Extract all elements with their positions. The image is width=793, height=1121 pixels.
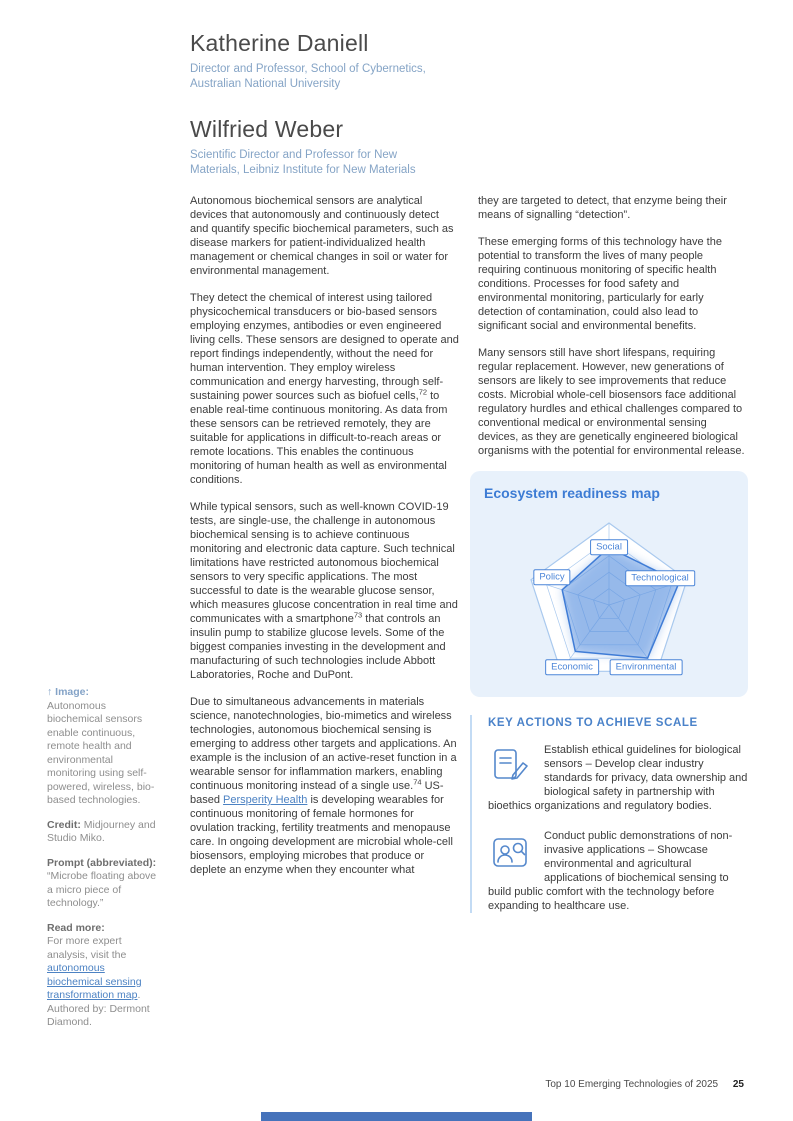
key-actions-section bbox=[470, 715, 748, 913]
radar-label-technological: Technological bbox=[625, 570, 695, 586]
left-column-text bbox=[190, 194, 460, 890]
paragraph bbox=[478, 194, 748, 222]
paragraph bbox=[478, 235, 748, 333]
footnote-reference[interactable]: 74 bbox=[413, 777, 422, 787]
radar-label-policy: Policy bbox=[533, 569, 570, 585]
read-more-label: Read more: bbox=[47, 921, 105, 934]
author-title: Scientific Director and Professor for New Materials, Leibniz Institute for New Materials bbox=[190, 149, 416, 176]
text-run: While typical sensors, such as well-known COVID-19 tests, are single-use, the challenge in autonomous biochemical sensing is to achieve continuous monitoring and electronic data capture. Such technical limitations have restricted autonomous biochemical sensors to very specific applications. The most successful to date is the wearable glucose sensor, which measures glucose concentration in real time and communicates with a smartphone bbox=[190, 501, 458, 625]
public-demo-person-icon bbox=[488, 831, 532, 875]
footer-page-number: 25 bbox=[732, 1079, 744, 1090]
key-actions-heading: KEY ACTIONS TO ACHIEVE SCALE bbox=[488, 717, 698, 729]
image-caption-label: ↑ Image: bbox=[47, 686, 90, 698]
prompt-text: “Microbe floating above a micro piece of technology.” bbox=[47, 870, 157, 909]
key-action-item bbox=[488, 743, 748, 813]
right-column bbox=[470, 194, 748, 929]
text-run: to enable real-time continuous monitoring. As data from these sensors can be retrieved remotely, they are suitable for applications in difficult-to-reach areas or remote locations. This enables the continuous monitoring of human health as well as environmental conditions. bbox=[190, 390, 448, 486]
prompt-block bbox=[47, 857, 163, 911]
radar-chart-svg bbox=[489, 511, 729, 681]
paragraph bbox=[190, 695, 460, 877]
text-run: is developing wearables for continuous monitoring of female hormones for ovulation tracking, fertility treatments and menopause care. In ongoing development are microbial whole-cell biosensors, employing microbes that produce or deplete an enzyme when they encounter what bbox=[190, 794, 453, 876]
read-more-block bbox=[47, 922, 163, 1030]
footnote-reference[interactable]: 72 bbox=[418, 387, 428, 397]
right-column-paragraphs bbox=[470, 194, 748, 458]
key-action-text: Conduct public demonstrations of non-invasive applications – Showcase environmental and agricultural applications of biochemical sensing to build public comfort with the technology before expanding to healthcare use. bbox=[488, 830, 733, 912]
authors-header bbox=[190, 30, 490, 202]
credit-text: Midjourney and Studio Miko. bbox=[47, 818, 156, 844]
author-title: Director and Professor, School of Cybernetics, Australian National University bbox=[190, 63, 426, 90]
ethics-document-pencil-icon bbox=[488, 745, 532, 789]
text-run: Due to simultaneous advancements in materials science, nanotechnologies, bio-mimetics and wireless technologies, autonomous biochemical sensing is emerging to address other targets and applications. An example is the inclusion of an active-reset function in a wearable sensor for inflammation markers, enabling continuous monitoring instead of a single use. bbox=[190, 696, 457, 792]
prompt-label: Prompt (abbreviated): bbox=[47, 856, 157, 869]
credit-block bbox=[47, 819, 163, 846]
text-run: they are targeted to detect, that enzyme being their means of signalling “detection”. bbox=[478, 195, 727, 221]
radar-label-economic: Economic bbox=[545, 659, 599, 675]
text-run: US-based bbox=[190, 780, 444, 806]
inline-link[interactable]: Persperity Health bbox=[223, 794, 308, 806]
text-run: These emerging forms of this technology have the potential to transform the lives of many people requiring continuous monitoring of specific health conditions. Processes for food safety and environmental monitoring, particularly for early detection of contamination, could also lead to significant social and environmental benefits. bbox=[478, 236, 722, 332]
ecosystem-map-title: Ecosystem readiness map bbox=[484, 485, 660, 501]
text-run: . Authored by: Dermont Diamond. bbox=[47, 989, 150, 1028]
author-name: Wilfried Weber bbox=[190, 116, 344, 142]
author-block bbox=[190, 30, 490, 92]
image-caption-text: Autonomous biochemical sensors enable continuous, remote health and environmental monitoring using self-powered, wireless, bio-based technologies. bbox=[47, 699, 155, 806]
key-action-text: Establish ethical guidelines for biological sensors – Develop clear industry standards for privacy, data ownership and biological safety in partnership with bioethics organizations and regulatory bodies. bbox=[488, 744, 748, 812]
inline-link[interactable]: autonomous biochemical sensing transformation map bbox=[47, 962, 142, 1001]
credit-label: Credit: bbox=[47, 818, 81, 831]
text-run: Autonomous biochemical sensors are analytical devices that autonomously and continuously detect and quantify specific biochemical parameters, such as disease markers for patient-individualized health management or chemical changes in soil or water for environmental management. bbox=[190, 195, 454, 277]
footnote-reference[interactable]: 73 bbox=[353, 610, 363, 620]
text-run: For more expert analysis, visit the bbox=[47, 935, 127, 961]
read-more-text bbox=[47, 935, 150, 1028]
radar-label-environmental: Environmental bbox=[610, 659, 683, 675]
paragraph bbox=[190, 500, 460, 682]
radar-chart bbox=[489, 511, 729, 681]
author-block bbox=[190, 116, 490, 178]
paragraph bbox=[190, 194, 460, 278]
text-run: Many sensors still have short lifespans, requiring regular replacement. However, new generations of sensors are likely to see improvements that reduce costs. Microbial whole-cell biosensors face additional regulatory hurdles and ethical challenges compared to conventional medical or environmental sensing devices, as they are genetically engineered biological organisms with the potential for environmental release. bbox=[478, 347, 745, 457]
ecosystem-readiness-box bbox=[470, 471, 748, 697]
radar-label-social: Social bbox=[590, 539, 628, 555]
text-run: that controls an insulin pump to stabilize glucose levels. Some of the biggest companies investing in the development and manufacturing of such technologies include Abbott Laboratories, Roche and DuPont. bbox=[190, 613, 446, 681]
key-action-item bbox=[488, 829, 748, 913]
bottom-accent-bar bbox=[261, 1112, 532, 1121]
paragraph bbox=[190, 291, 460, 487]
footer-report-title: Top 10 Emerging Technologies of 2025 bbox=[545, 1079, 719, 1090]
paragraph bbox=[478, 346, 748, 458]
image-caption-block bbox=[47, 686, 163, 808]
text-run: They detect the chemical of interest using tailored physicochemical transducers or bio-based sensors employing enzymes, antibodies or even engineered living cells. These sensors are designed to operate and report findings independently, without the need for human intervention. They employ wireless communication and energy harvesting, through self-sustaining power sources such as biofuel cells, bbox=[190, 292, 459, 402]
image-caption-sidebar bbox=[47, 686, 163, 1041]
author-name: Katherine Daniell bbox=[190, 30, 369, 56]
page-footer bbox=[545, 1079, 744, 1090]
